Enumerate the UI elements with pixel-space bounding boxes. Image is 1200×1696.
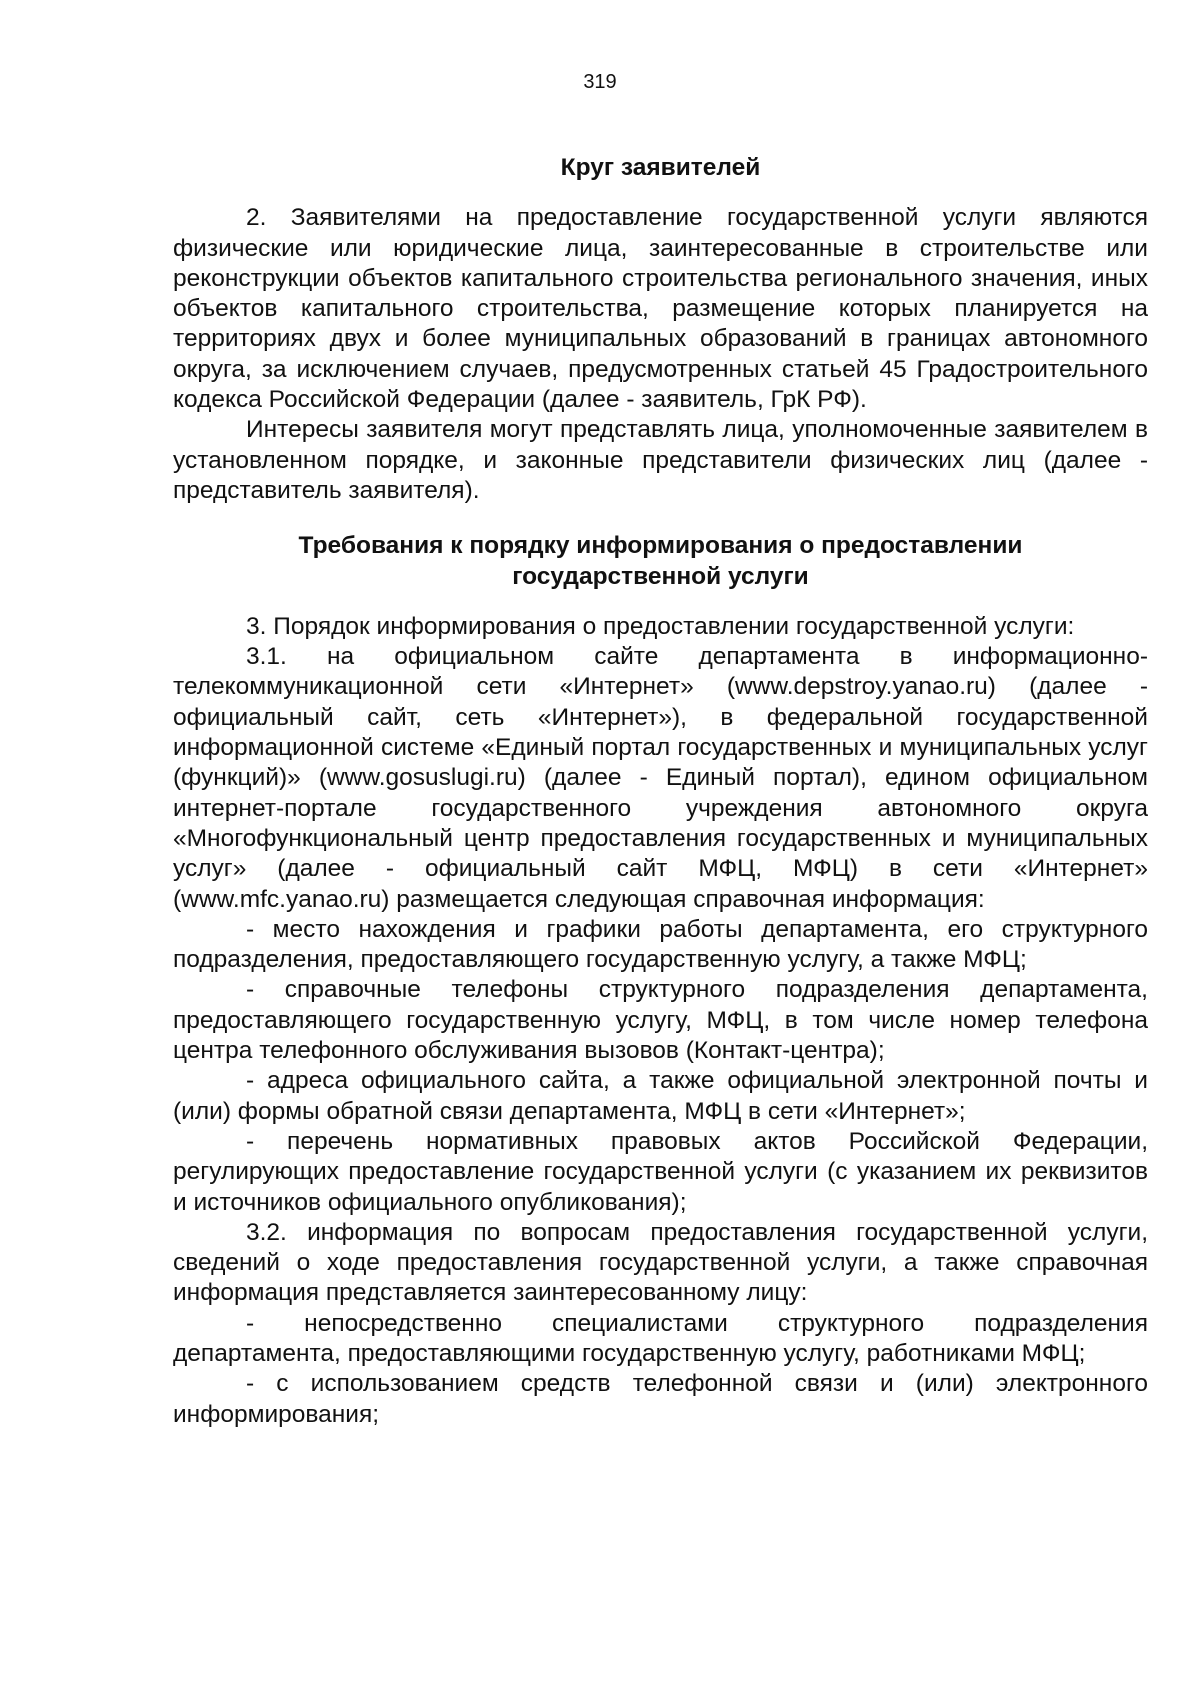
list-item: - перечень нормативных правовых актов Российской Федерации, регулирующих предоставление государственной услуги (с указанием их реквизитов и источников официального опубликования); <box>173 1127 1148 1216</box>
section-heading-line: Требования к порядку информирования о предоставлении <box>298 532 1023 560</box>
document-body <box>173 153 1148 1430</box>
section-heading-information <box>173 531 1148 592</box>
list-item: - место нахождения и графики работы департамента, его структурного подразделения, предоставляющего государственную услугу, а также МФЦ; <box>173 915 1148 974</box>
list-item: - с использованием средств телефонной связи и (или) электронного информирования; <box>173 1370 1148 1428</box>
list-item: - непосредственно специалистами структурного подразделения департамента, предоставляющими государственную услугу, работниками МФЦ; <box>173 1309 1148 1367</box>
list-item: - адреса официального сайта, а также официальной электронной почты и (или) формы обратной связи департамента, МФЦ в сети «Интернет»; <box>173 1067 1148 1125</box>
paragraph: Интересы заявителя могут представлять лица, уполномоченные заявителем в установленном порядке, и законные представители физических лиц (далее - представитель заявителя). <box>173 416 1148 504</box>
paragraph: 3.2. информация по вопросам предоставления государственной услуги, сведений о ходе предоставления государственной услуги, а также справочная информация представляется заинтересованному лицу: <box>173 1218 1148 1307</box>
paragraph: 2. Заявителями на предоставление государственной услуги являются физические или юридические лица, заинтересованные в строительстве или реконструкции объектов капитального строительства регионального значения, иных объектов капитального строительства, размещение которых планируется на территориях двух и более муниципальных образований в границах автономного округа, за исключением случаев, предусмотренных статьей 45 Градостроительного кодекса Российской Федерации (далее - заявитель, ГрК РФ). <box>173 204 1148 414</box>
list-item: - справочные телефоны структурного подразделения департамента, предоставляющего государственную услугу, МФЦ, в том числе номер телефона центра телефонного обслуживания вызовов (Контакт-центра); <box>173 976 1148 1065</box>
paragraph: 3.1. на официальном сайте департамента в информационно-телекоммуникационной сети «Интернет» (www.depstroy.yanao.ru) (далее - официальный сайт, сеть «Интернет»), в федеральной государственной информационной системе «Единый портал государственных и муниципальных услуг (функций)» (www.gosuslugi.ru) (далее - Единый портал), едином официальном интернет-портале государственного учреждения автономного округа «Многофункциональный центр предоставления государственных и муниципальных услуг» (далее - официальный сайт МФЦ, МФЦ) в сети «Интернет» (www.mfc.yanao.ru) размещается следующая справочная информация: <box>173 643 1148 913</box>
page-number: 319 <box>583 71 617 93</box>
paragraph: 3. Порядок информирования о предоставлении государственной услуги: <box>246 612 1075 640</box>
section-heading-line: государственной услуги <box>512 562 809 590</box>
section-heading-applicants: Круг заявителей <box>560 154 761 181</box>
